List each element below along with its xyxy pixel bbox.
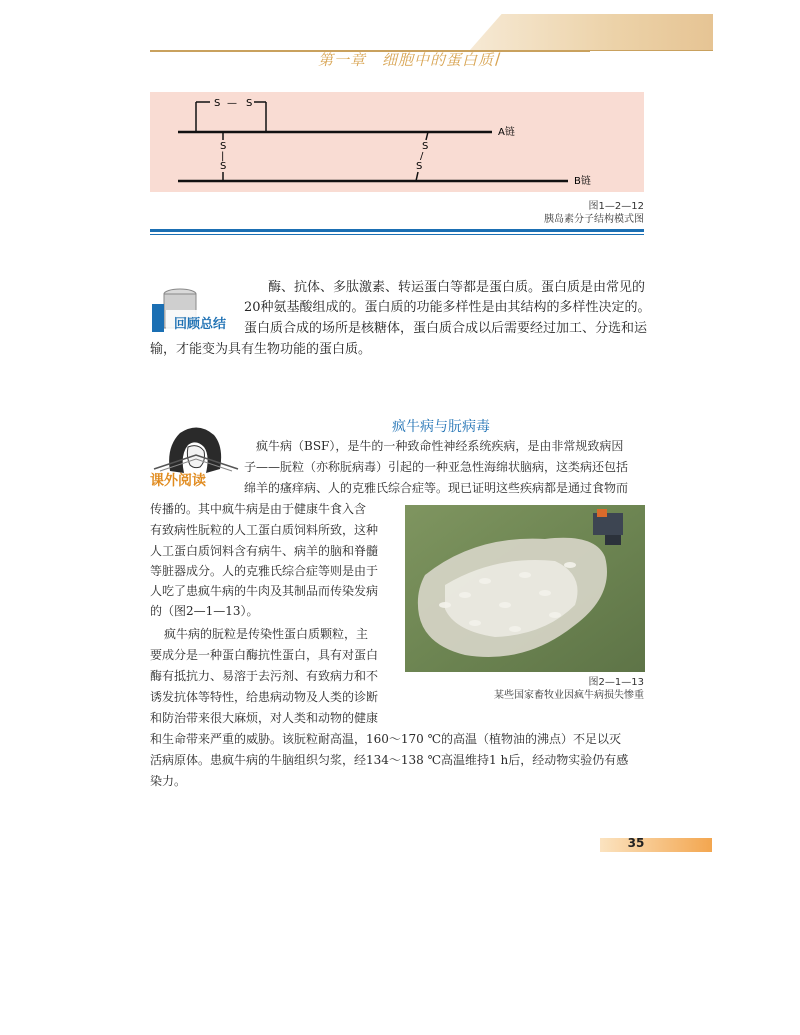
section-divider [150,229,644,232]
extra-text-line: 疯牛病的朊粒是传染性蛋白质颗粒，主 [164,627,369,641]
page-number: 35 [627,836,645,850]
extra-text-line: 酶有抵抗力、易溶于去污剂、有致病力和不 [150,669,379,683]
review-text-line: 酶、抗体、多肽激素、转运蛋白等都是蛋白质。蛋白质是由常见的 [268,280,646,295]
figure-number: 图1—2—12 [588,201,644,212]
extra-text-line: 等脏器成分。人的克雅氏综合症等则是由于 [150,564,379,578]
right-bridge-mid: / [420,151,424,162]
review-summary-label: 回顾总结 [174,317,227,332]
extra-text-line: 活病原体。患疯牛病的牛脑组织匀浆，经134～138 ℃高温维持1 h后，经动物实验仍有感 [150,753,629,767]
extra-text-line: 疯牛病（BSF），是牛的一种致命性神经系统疾病，是由非常规致病因 [256,439,624,453]
left-bridge-mid: | [221,151,225,162]
page-number-bar [600,838,712,852]
header-slash: / [495,49,501,68]
extra-reading-title: 疯牛病与朊病毒 [392,419,490,435]
extra-text-line: 的（图2—1—13）。 [150,604,259,618]
review-text-line: 20种氨基酸组成的。蛋白质的功能多样性是由其结构的多样性决定的。 [244,300,651,315]
header-decoration [470,14,713,50]
extra-text-line: 染力。 [150,774,187,788]
extra-text-line: 子——朊粒（亦称朊病毒）引起的一种亚急性海绵状脑病，这类病还包括 [244,460,629,474]
extra-text-line: 和生命带来严重的威胁。该朊粒耐高温，160～170 ℃的高温（植物油的沸点）不足以灭 [150,732,622,746]
review-text-line: 输，才能变为具有生物功能的蛋白质。 [150,342,372,357]
review-text-line: 蛋白质合成的场所是核糖体，蛋白质合成以后需要经过加工、分选和运 [244,321,648,336]
extra-text-line: 有致病性朊粒的人工蛋白质饲料所致，这种 [150,523,379,537]
photo-number: 图2—1—13 [588,677,644,688]
extra-text-line: 和防治带来很大麻烦，对人类和动物的健康 [150,711,379,725]
extra-text-line: 要成分是一种蛋白酶抗性蛋白，具有对蛋白 [150,648,379,662]
top-bridge-dash: — [227,98,237,109]
figure-caption: 胰岛素分子结构模式图 [544,214,644,225]
chain-a-label: A链 [498,127,515,138]
extra-text-line: 绵羊的瘙痒病、人的克雅氏综合症等。现已证明这些疾病都是通过食物而 [244,481,629,495]
top-bridge-s-right: S [246,98,253,109]
insulin-structure-figure [150,92,644,192]
left-bridge-s-upper: S [220,141,227,152]
herd-photo [405,505,645,672]
chain-b-label: B链 [574,176,591,187]
extra-text-line: 诱发抗体等特性，给患病动物及人类的诊断 [150,690,379,704]
extra-text-line: 人工蛋白质饲料含有病牛、病羊的脑和脊髓 [150,544,379,558]
chapter-title: 第一章 细胞中的蛋白质 [318,51,495,69]
right-bridge-s-upper: S [422,141,429,152]
left-bridge-s-lower: S [220,161,227,172]
right-bridge-s-lower: S [416,161,423,172]
section-divider-thin [150,234,644,235]
extra-text-line: 人吃了患疯牛病的牛肉及其制品而传染发病 [150,584,379,598]
extra-reading-label: 课外阅读 [150,473,206,489]
header-rule-right [510,50,713,51]
extra-text-line: 传播的。其中疯牛病是由于健康牛食入含 [150,502,367,516]
top-bridge-s-left: S [214,98,221,109]
photo-caption: 某些国家畜牧业因疯牛病损失惨重 [494,690,644,701]
